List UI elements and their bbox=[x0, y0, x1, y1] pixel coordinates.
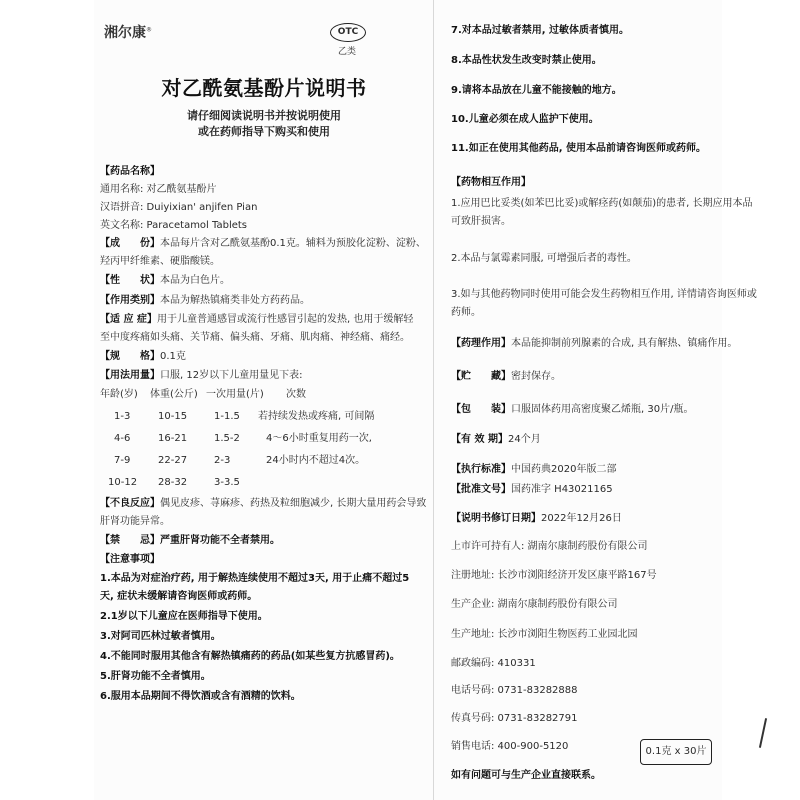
note-line: 4.不能同时服用其他含有解热镇痛药的药品(如某些复方抗感冒药)。 bbox=[100, 651, 400, 662]
manufacturer-line: 生产企业: 湖南尔康制药股份有限公司 bbox=[451, 599, 618, 610]
brand-logo: 湘尔康® bbox=[104, 25, 152, 41]
contraindication-section: 【禁 忌】严重肝肾功能不全者禁用。 bbox=[100, 535, 280, 546]
otc-class-label: 乙类 bbox=[338, 47, 357, 57]
note-line: 2.1岁以下儿童应在医师指导下使用。 bbox=[100, 611, 268, 622]
adverse-line-2: 肝肾功能异常。 bbox=[100, 516, 170, 527]
column-divider bbox=[433, 0, 434, 800]
spec-section: 【规 格】0.1克 bbox=[100, 351, 186, 362]
adverse-line-1: 【不良反应】偶见皮疹、荨麻疹、药热及粒细胞减少, 长期大量用药会导致 bbox=[100, 498, 427, 509]
pen-mark bbox=[759, 718, 767, 748]
indication-line-2: 至中度疼痛如头痛、关节痛、偏头痛、牙痛、肌肉痛、神经痛、痛经。 bbox=[100, 332, 410, 343]
note-line: 9.请将本品放在儿童不能接触的地方。 bbox=[451, 85, 622, 96]
composition-line-2: 羟丙甲纤维素、硬脂酸镁。 bbox=[100, 256, 220, 267]
interaction-line: 3.如与其他药物同时使用可能会发生药物相互作用, 详情请咨询医师或 bbox=[451, 289, 757, 300]
storage-section: 【贮 藏】密封保存。 bbox=[451, 371, 561, 382]
table-cell: 3-3.5 bbox=[214, 477, 240, 488]
mah-line: 上市许可持有人: 湖南尔康制药股份有限公司 bbox=[451, 541, 648, 552]
generic-name: 通用名称: 对乙酰氨基酚片 bbox=[100, 184, 217, 195]
table-cell: 7-9 bbox=[114, 455, 131, 466]
dosage-section: 【用法用量】口服, 12岁以下儿童用量见下表: bbox=[100, 370, 303, 381]
interaction-line: 2.本品与氯霉素同服, 可增强后者的毒性。 bbox=[451, 253, 637, 264]
postcode-line: 邮政编码: 410331 bbox=[451, 658, 536, 669]
quality-note: 如有问题可与生产企业直接联系。 bbox=[451, 770, 601, 781]
table-cell: 1-1.5 bbox=[214, 411, 240, 422]
table-cell: 1.5-2 bbox=[214, 433, 240, 444]
note-line: 8.本品性状发生改变时禁止使用。 bbox=[451, 55, 602, 66]
validity-section: 【有 效 期】24个月 bbox=[451, 434, 541, 445]
note-line: 天, 症状未缓解请咨询医师或药师。 bbox=[100, 591, 258, 602]
note-line: 6.服用本品期间不得饮酒或含有酒精的饮料。 bbox=[100, 691, 301, 702]
pharmacology-section: 【药理作用】本品能抑制前列腺素的合成, 具有解热、镇痛作用。 bbox=[451, 338, 738, 349]
table-cell: 10-12 bbox=[108, 477, 138, 488]
interaction-header: 【药物相互作用】 bbox=[451, 177, 531, 188]
pinyin-name: 汉语拼音: Duiyixian' anjifen Pian bbox=[100, 202, 258, 213]
standard-section: 【执行标准】中国药典2020年版二部 bbox=[451, 464, 617, 475]
composition-line-1: 【成 份】本品每片含对乙酰氨基酚0.1克。辅料为预胶化淀粉、淀粉、 bbox=[100, 238, 426, 249]
table-header: 体重(公斤) bbox=[150, 389, 198, 400]
category-section: 【作用类别】本品为解热镇痛类非处方药药品。 bbox=[100, 295, 310, 306]
note-line: 5.肝肾功能不全者慎用。 bbox=[100, 671, 211, 682]
table-cell: 24小时内不超过4次。 bbox=[266, 455, 366, 466]
english-name: 英文名称: Paracetamol Tablets bbox=[100, 220, 248, 231]
note-line: 3.对阿司匹林过敏者慎用。 bbox=[100, 631, 221, 642]
page-title: 对乙酰氨基酚片说明书 bbox=[161, 76, 367, 100]
table-header: 年龄(岁) bbox=[100, 389, 138, 400]
note-line: 7.对本品过敏者禁用, 过敏体质者慎用。 bbox=[451, 25, 630, 36]
pack-size-badge: 0.1克 x 30片 bbox=[640, 739, 712, 765]
character-section: 【性 状】本品为白色片。 bbox=[100, 275, 230, 286]
interaction-line: 1.应用巴比妥类(如苯巴比妥)或解痉药(如颠茄)的患者, 长期应用本品 bbox=[451, 198, 753, 209]
fax-line: 传真号码: 0731-83282791 bbox=[451, 713, 578, 724]
indication-line-1: 【适 应 症】用于儿童普通感冒或流行性感冒引起的发热, 也用于缓解轻 bbox=[100, 314, 414, 325]
package-section: 【包 装】口服固体药用高密度聚乙烯瓶, 30片/瓶。 bbox=[451, 404, 694, 415]
table-cell: 1-3 bbox=[114, 411, 131, 422]
warning-line-2: 或在药师指导下购买和使用 bbox=[198, 125, 330, 138]
table-cell: 4～6小时重复用药一次, bbox=[266, 433, 372, 444]
prod-address-line: 生产地址: 长沙市浏阳生物医药工业园北园 bbox=[451, 629, 638, 640]
table-header: 次数 bbox=[286, 389, 306, 400]
note-line: 1.本品为对症治疗药, 用于解热连续使用不超过3天, 用于止痛不超过5 bbox=[100, 573, 410, 584]
reg-address-line: 注册地址: 长沙市浏阳经济开发区康平路167号 bbox=[451, 570, 657, 581]
table-cell: 28-32 bbox=[158, 477, 188, 488]
sales-phone-line: 销售电话: 400-900-5120 bbox=[451, 741, 569, 752]
table-cell: 22-27 bbox=[158, 455, 188, 466]
interaction-line: 可致肝损害。 bbox=[451, 216, 511, 227]
note-line: 10.儿童必须在成人监护下使用。 bbox=[451, 114, 599, 125]
table-cell: 10-15 bbox=[158, 411, 188, 422]
phone-line: 电话号码: 0731-83282888 bbox=[451, 685, 578, 696]
table-header: 一次用量(片) bbox=[206, 389, 264, 400]
approval-section: 【批准文号】国药准字 H43021165 bbox=[451, 484, 613, 495]
table-cell: 4-6 bbox=[114, 433, 131, 444]
note-line: 11.如正在使用其他药品, 使用本品前请咨询医师或药师。 bbox=[451, 143, 706, 154]
table-cell: 2-3 bbox=[214, 455, 231, 466]
warning-line-1: 请仔细阅读说明书并按说明使用 bbox=[187, 109, 341, 122]
interaction-line: 药师。 bbox=[451, 307, 481, 318]
revision-section: 【说明书修订日期】2022年12月26日 bbox=[451, 513, 622, 524]
notes-header: 【注意事项】 bbox=[100, 554, 160, 565]
drug-name-header: 【药品名称】 bbox=[100, 166, 160, 177]
table-cell: 若持续发热或疼痛, 可间隔 bbox=[258, 411, 375, 422]
table-cell: 16-21 bbox=[158, 433, 188, 444]
otc-badge: OTC bbox=[330, 23, 366, 42]
